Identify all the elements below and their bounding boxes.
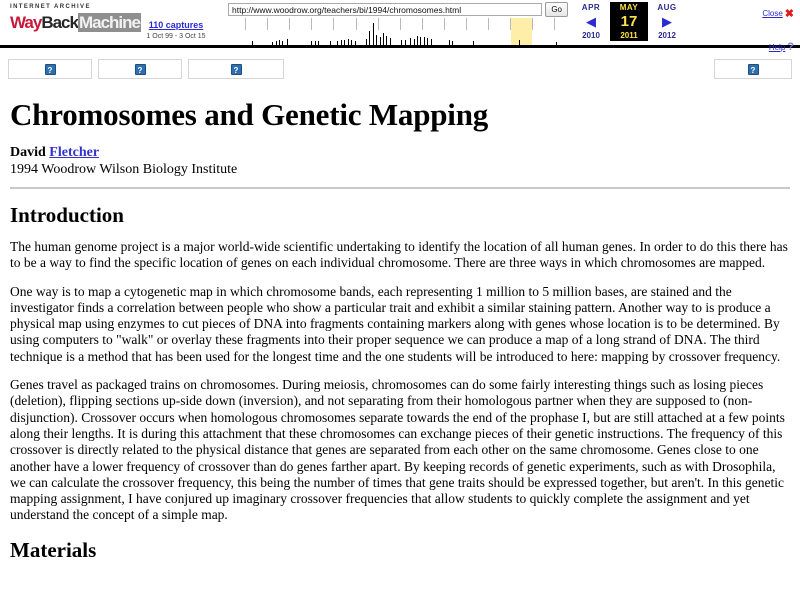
prev-month-label: APR [581,3,601,12]
timeline-capture-bar[interactable] [383,33,384,45]
close-icon[interactable]: ✖ [784,8,794,20]
section-heading-introduction: Introduction [10,203,124,227]
timeline-capture-bar[interactable] [344,40,345,45]
timeline-capture-bar[interactable] [410,38,411,45]
url-row [224,0,572,17]
broken-image-4[interactable] [714,59,792,79]
wordmark-way: Way [10,12,42,32]
timeline-capture-bar[interactable] [373,23,374,45]
close-row [742,3,794,21]
timeline-capture-bar[interactable] [315,41,316,45]
timeline-capture-bar[interactable] [355,41,356,45]
broken-image-icon: ? [748,64,759,75]
broken-image-3[interactable] [188,59,284,79]
broken-image-icon: ? [231,64,242,75]
url-input[interactable]: http://www.woodrow.org/teachers/bi/1994/chromosomes.html [228,3,542,16]
wordmark-machine: Machine [78,12,140,32]
timeline-capture-bar[interactable] [417,36,418,45]
timeline-capture-bar[interactable] [556,42,557,45]
timeline-capture-bar[interactable] [341,40,342,45]
timeline-year-separator [422,18,423,30]
paragraph-1: The human genome project is a major world-wide scientific undertaking to identify the location of all human genes. In order to do this there has to be a way to find the specific location of genes on each individual chromosome. There are three ways in which chromosomes are mapped. [10,239,788,271]
timeline-capture-bar[interactable] [376,35,377,45]
timeline-capture-bar[interactable] [318,41,319,45]
broken-image-1[interactable] [8,59,92,79]
timeline-capture-bar[interactable] [330,41,331,45]
help-button[interactable]: Help [768,43,786,52]
timeline-capture-bar[interactable] [386,36,387,45]
timeline-capture-bar[interactable] [401,40,402,45]
timeline-capture-bar[interactable] [452,41,453,45]
timeline-capture-bar[interactable] [252,41,253,45]
timeline-capture-bar[interactable] [366,39,367,45]
help-row [742,37,794,55]
section-heading-materials: Materials [10,537,97,562]
page-title: Chromosomes and Genetic Mapping [10,97,489,132]
capture-timeline[interactable] [228,18,568,47]
timeline-capture-bar[interactable] [405,40,406,45]
author-name: David [10,145,50,160]
prev-year-label: 2010 [582,31,600,40]
author-byline [10,144,790,161]
timeline-year-separator [311,18,312,30]
captures-date-range: 1 Oct 99 - 3 Oct 15 [146,33,206,40]
broken-image-icon: ? [135,64,146,75]
timeline-year-separator [289,18,290,30]
timeline-capture-bar[interactable] [390,38,391,45]
timeline-year-highlight [511,18,532,45]
timeline-capture-bar[interactable] [272,42,273,45]
wayback-logo[interactable] [0,0,140,32]
next-capture-nav[interactable] [648,2,686,41]
timeline-year-separator [554,18,555,30]
timeline-capture-bar[interactable] [420,37,421,45]
timeline-year-separator [510,18,511,30]
next-arrow-icon[interactable]: ▶ [662,14,672,29]
date-navigator [572,0,742,41]
document-content [0,98,800,562]
next-year-label: 2012 [658,31,676,40]
wayback-center [224,0,572,47]
timeline-capture-bar[interactable] [414,39,415,45]
timeline-capture-bar[interactable] [424,37,425,45]
timeline-capture-bar[interactable] [351,40,352,45]
timeline-year-separator [356,18,357,30]
timeline-capture-bar[interactable] [431,39,432,45]
timeline-capture-bar[interactable] [311,41,312,45]
author-link[interactable]: Fletcher [49,145,100,160]
prev-arrow-icon[interactable]: ◀ [586,14,596,29]
next-month-label: AUG [657,3,677,12]
header-divider [10,187,790,189]
go-button[interactable]: Go [545,2,568,17]
timeline-capture-bar[interactable] [348,39,349,45]
timeline-capture-bar[interactable] [276,41,277,45]
broken-image-icon: ? [45,64,56,75]
paragraph-3: Genes travel as packaged trains on chromosomes. During meiosis, chromosomes can do some fairly interesting things such as losing pieces (deletion), flipping sections up-side down (inversion), and not separating from their homologous partner when they are supposed to (non- disjunction). Crossover occurs when homologous chromosomes separate towards the end of the prophase I, but are still attached at a few points along their lengths. It is during this attachment that these chromosomes can exchange pieces of their genetic instructions. The frequency of this crossover is directly related to the physical distance that genes are separated from each other on the same chromosome. Genes close to one another have a lower frequency of crossover than do genes farther apart. By keeping records of genetic experiments, such as with Drosophila, we can calculate the crossover frequency, this being the number of times that gene traits should be expressed together, but aren't. In this genetic mapping assignment, I have conjured up imaginary crossover frequencies that allow students to quickly complete the assignment and yet understand the concept of a simple map. [10,377,785,523]
wayback-wordmark [10,12,140,32]
current-year-label: 2011 [620,31,638,40]
paragraph-2: One way is to map a cytogenetic map in which chromosome bands, each representing 1 million to 5 million bases, are stained and the investigator finds a correlation between people who show a particular trait and exhibit a similar staining pattern. Another way to is produce a physical map using enzymes to cut pieces of DNA into fragments containing markers along with genes whose location is to be determined. By using computers to "walk" or overlay these fragments into their proper sequence we can produce a map of a long strand of DNA. The third technique is a method that has been used for the longest time and the one students will be introduced to here: mapping by crossover frequency. [10,283,781,364]
current-capture-date[interactable] [610,2,648,41]
timeline-year-separator [532,18,533,30]
broken-image-2[interactable] [98,59,182,79]
affiliation: 1994 Woodrow Wilson Biology Institute [10,162,238,177]
timeline-capture-bar[interactable] [287,39,288,45]
wordmark-back: Back [41,12,78,32]
timeline-capture-bar[interactable] [427,38,428,45]
timeline-year-separator [267,18,268,30]
timeline-capture-bar[interactable] [337,41,338,45]
timeline-capture-bar[interactable] [369,31,370,45]
internet-archive-label: INTERNET ARCHIVE [10,4,91,10]
timeline-capture-bar[interactable] [519,40,520,45]
timeline-year-separator [444,18,445,30]
timeline-year-separator [333,18,334,30]
current-month-label: MAY [619,3,639,12]
timeline-year-separator [378,18,379,30]
timeline-year-separator [488,18,489,30]
captures-count-link[interactable]: 110 captures [148,20,204,30]
timeline-capture-bar[interactable] [380,37,381,45]
timeline-year-separator [400,18,401,30]
current-day-label: 17 [620,13,638,30]
timeline-capture-bar[interactable] [282,41,283,45]
timeline-year-separator [466,18,467,30]
timeline-year-separator [245,18,246,30]
timeline-capture-bar[interactable] [279,40,280,45]
prev-capture-nav[interactable] [572,2,610,41]
broken-image-row [0,48,800,80]
toolbar-actions [742,0,800,55]
timeline-capture-bar[interactable] [449,40,450,45]
timeline-capture-bar[interactable] [473,41,474,45]
wayback-toolbar [0,0,800,53]
help-icon[interactable]: ? [787,41,794,53]
captures-summary [128,0,224,41]
close-button[interactable]: Close [762,9,783,18]
